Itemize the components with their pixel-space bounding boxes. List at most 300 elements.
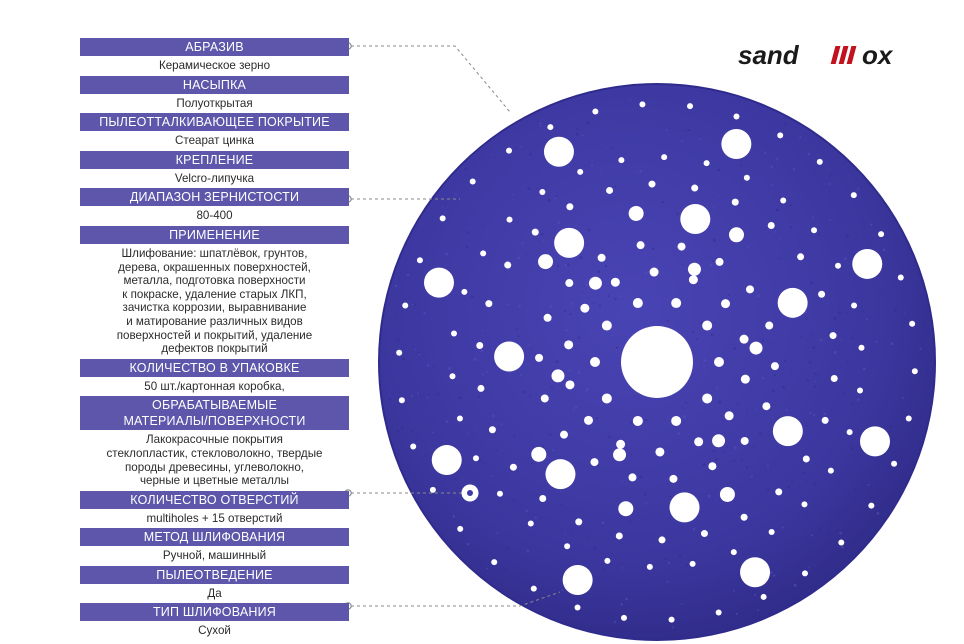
- spec-value: Сухой: [198, 624, 231, 638]
- disc-texture-speck: [746, 466, 749, 469]
- dust-hole-small: [669, 475, 677, 483]
- dust-hole-large: [778, 288, 808, 318]
- disc-texture-speck: [531, 463, 533, 465]
- dust-hole-small: [704, 160, 710, 166]
- spec-value: Velcro-липучка: [174, 171, 255, 185]
- disc-texture-speck: [576, 133, 579, 136]
- disc-texture-speck: [764, 152, 766, 154]
- spec-title: АБРАЗИВ: [80, 38, 349, 56]
- disc-texture-speck: [602, 521, 605, 524]
- dust-hole-small: [716, 610, 722, 616]
- disc-texture-speck: [717, 169, 720, 172]
- disc-texture-speck: [482, 373, 484, 375]
- disc-texture-speck: [757, 609, 759, 611]
- disc-texture-speck: [703, 365, 705, 367]
- dust-hole-large: [740, 557, 770, 587]
- disc-texture-speck: [492, 414, 495, 417]
- disc-texture-speck: [573, 409, 575, 411]
- dust-hole-small: [780, 197, 786, 203]
- disc-texture-speck: [699, 138, 701, 140]
- disc-texture-speck: [870, 468, 872, 470]
- disc-texture-speck: [482, 330, 484, 332]
- disc-texture-speck: [708, 495, 711, 498]
- disc-texture-speck: [567, 605, 569, 607]
- dust-hole-small: [838, 540, 844, 546]
- dust-hole-small: [732, 199, 739, 206]
- dust-hole-small: [851, 192, 857, 198]
- dust-hole-small: [714, 357, 724, 367]
- disc-texture-speck: [904, 313, 905, 314]
- disc-texture-speck: [588, 536, 590, 538]
- disc-texture-speck: [734, 446, 737, 449]
- disc-texture-speck: [507, 303, 510, 306]
- disc-texture-speck: [552, 449, 554, 451]
- disc-texture-speck: [654, 447, 655, 448]
- disc-texture-speck: [526, 253, 528, 255]
- spec-title: ПЫЛЕОТТАЛКИВАЮЩЕЕ ПОКРЫТИЕ: [80, 113, 349, 131]
- disc-texture-speck: [395, 315, 397, 317]
- disc-texture-speck: [520, 146, 522, 148]
- disc-texture-speck: [545, 598, 547, 600]
- disc-texture-speck: [598, 271, 600, 273]
- dust-hole-small: [669, 617, 675, 623]
- disc-texture-speck: [851, 404, 853, 406]
- disc-texture-speck: [512, 194, 514, 196]
- dust-hole-small: [655, 447, 664, 456]
- dust-hole-small: [473, 455, 479, 461]
- dust-hole-small: [818, 291, 825, 298]
- disc-texture-speck: [667, 581, 669, 583]
- dust-hole-small: [485, 300, 492, 307]
- disc-texture-speck: [851, 447, 854, 450]
- disc-texture-speck: [902, 397, 904, 399]
- disc-texture-speck: [539, 125, 541, 127]
- dust-hole-small: [716, 258, 724, 266]
- disc-texture-speck: [889, 425, 892, 428]
- dust-hole-small: [528, 521, 534, 527]
- spec-value: 80-400: [196, 209, 233, 223]
- disc-texture-speck: [472, 271, 473, 272]
- dust-hole-small: [878, 231, 884, 237]
- disc-texture-speck: [388, 398, 391, 401]
- disc-texture-speck: [611, 148, 613, 150]
- disc-texture-speck: [607, 295, 609, 297]
- disc-texture-speck: [464, 167, 467, 170]
- disc-texture-speck: [522, 391, 525, 394]
- disc-texture-speck: [418, 353, 420, 355]
- disc-texture-speck: [767, 465, 769, 467]
- disc-texture-speck: [557, 221, 560, 224]
- dust-hole-small: [891, 461, 897, 467]
- dust-hole-small: [470, 178, 476, 184]
- disc-texture-speck: [770, 343, 772, 345]
- dust-hole-medium: [618, 501, 633, 516]
- disc-texture-speck: [541, 233, 544, 236]
- dust-hole-small: [618, 157, 624, 163]
- disc-texture-speck: [411, 395, 413, 397]
- dust-hole-medium: [720, 487, 735, 502]
- disc-texture-speck: [842, 392, 845, 395]
- logo-text-left: sand: [738, 40, 799, 70]
- disc-texture-speck: [600, 292, 602, 294]
- disc-texture-speck: [567, 263, 570, 266]
- dust-hole-small: [802, 570, 808, 576]
- disc-texture-speck: [580, 256, 583, 259]
- disc-texture-speck: [859, 226, 861, 228]
- disc-texture-speck: [815, 372, 818, 375]
- dust-hole-large: [432, 445, 462, 475]
- disc-texture-speck: [669, 496, 671, 498]
- disc-texture-speck: [873, 332, 875, 334]
- disc-texture-speck: [877, 302, 879, 304]
- dust-hole-large: [860, 426, 890, 456]
- disc-texture-speck: [611, 334, 613, 336]
- disc-texture-speck: [635, 171, 637, 173]
- dust-hole-small: [497, 491, 503, 497]
- disc-texture-speck: [778, 258, 780, 260]
- disc-texture-speck: [851, 337, 853, 339]
- disc-texture-speck: [448, 367, 451, 370]
- dust-hole-small: [909, 321, 915, 327]
- disc-texture-speck: [397, 339, 400, 342]
- disc-texture-speck: [638, 591, 640, 593]
- disc-texture-speck: [790, 226, 792, 228]
- disc-texture-speck: [809, 361, 812, 364]
- disc-texture-speck: [716, 388, 718, 390]
- dust-hole-medium: [531, 447, 546, 462]
- disc-texture-speck: [857, 398, 860, 401]
- dust-hole-medium: [729, 227, 744, 242]
- disc-texture-speck: [812, 346, 815, 349]
- disc-texture-speck: [530, 394, 532, 396]
- disc-texture-speck: [410, 430, 412, 432]
- dust-hole-small: [547, 124, 553, 130]
- disc-texture-speck: [437, 393, 439, 395]
- spec-title: ОБРАБАТЫВАЕМЫЕ МАТЕРИАЛЫ/ПОВЕРХНОСТИ: [80, 396, 349, 430]
- disc-texture-speck: [713, 239, 716, 242]
- disc-texture-speck: [774, 231, 776, 233]
- disc-texture-speck: [417, 393, 419, 395]
- disc-texture-speck: [810, 334, 811, 335]
- disc-texture-speck: [812, 216, 814, 218]
- spec-title: КОЛИЧЕСТВО В УПАКОВКЕ: [80, 359, 349, 377]
- disc-texture-speck: [715, 458, 718, 461]
- disc-texture-speck: [883, 248, 886, 251]
- dust-hole-small: [584, 416, 593, 425]
- logo-text-right: ox: [862, 40, 893, 70]
- disc-texture-speck: [841, 339, 842, 340]
- disc-texture-speck: [549, 434, 551, 436]
- disc-texture-speck: [423, 312, 425, 314]
- disc-texture-speck: [452, 515, 455, 518]
- dust-hole-small: [708, 462, 716, 470]
- dust-hole-small: [396, 350, 402, 356]
- disc-texture-speck: [681, 603, 683, 605]
- disc-texture-speck: [506, 315, 508, 317]
- disc-texture-speck: [909, 310, 911, 312]
- disc-texture-speck: [599, 305, 601, 307]
- dust-hole-small: [690, 561, 696, 567]
- disc-texture-speck: [652, 247, 655, 250]
- disc-texture-speck: [582, 134, 584, 136]
- dust-hole-small: [575, 604, 581, 610]
- dust-hole-small: [702, 393, 712, 403]
- dust-hole-small: [480, 250, 486, 256]
- dust-hole-small: [410, 443, 416, 449]
- disc-texture-speck: [782, 527, 784, 529]
- spec-value: Стеарат цинка: [175, 134, 254, 148]
- disc-texture-speck: [774, 536, 776, 538]
- dust-hole-small: [544, 314, 552, 322]
- disc-texture-speck: [814, 381, 816, 383]
- disc-texture-speck: [479, 459, 481, 461]
- disc-texture-speck: [799, 242, 801, 244]
- dust-hole-small: [797, 253, 804, 260]
- dust-hole-small: [590, 357, 600, 367]
- disc-texture-speck: [517, 335, 519, 337]
- disc-texture-speck: [415, 349, 417, 351]
- spec-title: МЕТОД ШЛИФОВАНИЯ: [80, 528, 349, 546]
- dust-hole-small: [507, 217, 513, 223]
- dust-hole-small: [803, 455, 810, 462]
- disc-texture-speck: [791, 481, 793, 483]
- disc-texture-speck: [603, 569, 605, 571]
- disc-texture-speck: [635, 391, 637, 393]
- spec-title: НАСЫПКА: [80, 76, 349, 94]
- disc-texture-speck: [534, 540, 536, 542]
- disc-texture-speck: [621, 480, 622, 481]
- disc-texture-speck: [772, 390, 775, 393]
- dust-hole-small: [765, 322, 773, 330]
- dust-hole-small: [565, 279, 573, 287]
- dust-hole-small: [694, 437, 703, 446]
- dust-hole-small: [539, 495, 546, 502]
- disc-texture-speck: [846, 361, 848, 363]
- dust-hole-small: [868, 503, 874, 509]
- disc-texture-speck: [639, 475, 642, 478]
- dust-hole-small: [822, 417, 829, 424]
- disc-texture-speck: [920, 347, 922, 349]
- disc-texture-speck: [516, 148, 518, 150]
- disc-texture-speck: [677, 432, 680, 435]
- dust-hole-small: [449, 373, 455, 379]
- disc-texture-speck: [718, 331, 719, 332]
- disc-texture-speck: [841, 546, 844, 549]
- disc-texture-speck: [857, 188, 859, 190]
- disc-texture-speck: [482, 224, 484, 226]
- dust-hole-small: [590, 458, 598, 466]
- dust-hole-small: [539, 189, 545, 195]
- disc-texture-speck: [771, 404, 773, 406]
- disc-texture-speck: [926, 367, 928, 369]
- dust-hole-small: [731, 549, 737, 555]
- disc-texture-speck: [480, 350, 483, 353]
- disc-texture-speck: [733, 590, 735, 592]
- disc-texture-speck: [631, 454, 633, 456]
- disc-texture-speck: [764, 146, 765, 147]
- spec-title: ПРИМЕНЕНИЕ: [80, 226, 349, 244]
- disc-texture-speck: [501, 268, 503, 270]
- disc-texture-speck: [594, 547, 597, 550]
- disc-texture-speck: [685, 322, 686, 323]
- disc-texture-speck: [442, 206, 444, 208]
- spec-value: Шлифование: шпатлёвок, грунтов, дерева, окрашенных поверхностей, металла, подготовка поверхности к покраске, удаление старых ЛКП, зачистка коррозии, выравнивание и матирование различных видов поверхностей и покрытий, удаление дефектов покрытий: [116, 246, 313, 356]
- disc-texture-speck: [759, 176, 760, 177]
- disc-texture-speck: [806, 481, 808, 483]
- dust-hole-medium: [589, 277, 602, 290]
- disc-texture-speck: [482, 461, 484, 463]
- disc-texture-speck: [471, 295, 474, 298]
- spec-value: Да: [207, 586, 222, 600]
- disc-texture-speck: [727, 446, 729, 448]
- spec-title: ТИП ШЛИФОВАНИЯ: [80, 603, 349, 621]
- dust-hole-small: [659, 536, 666, 543]
- disc-texture-speck: [628, 627, 629, 628]
- disc-texture-speck: [755, 408, 757, 410]
- disc-texture-speck: [619, 626, 621, 628]
- disc-texture-speck: [779, 237, 781, 239]
- disc-texture-speck: [467, 543, 470, 546]
- dust-hole-large: [424, 268, 454, 298]
- disc-texture-speck: [703, 463, 706, 466]
- disc-texture-speck: [487, 567, 489, 569]
- dust-hole-small: [769, 529, 775, 535]
- disc-texture-speck: [608, 435, 610, 437]
- disc-texture-speck: [682, 264, 684, 266]
- disc-texture-speck: [527, 550, 529, 552]
- disc-texture-speck: [723, 451, 725, 453]
- disc-texture-speck: [551, 386, 553, 388]
- dust-hole-small: [811, 227, 817, 233]
- disc-texture-speck: [432, 365, 434, 367]
- dust-hole-small: [847, 429, 853, 435]
- dust-hole-small: [851, 302, 857, 308]
- dust-hole-small: [506, 148, 512, 154]
- disc-texture-speck: [667, 320, 669, 322]
- spec-value: Ручной, машинный: [162, 549, 267, 563]
- spec-title: ПЫЛЕОТВЕДЕНИЕ: [80, 566, 349, 584]
- disc-texture-speck: [518, 256, 521, 259]
- disc-texture-speck: [509, 372, 511, 374]
- dust-hole-small: [648, 181, 655, 188]
- disc-texture-speck: [407, 274, 410, 277]
- dust-hole-small: [857, 388, 863, 394]
- disc-texture-speck: [829, 219, 831, 221]
- dust-hole-small: [606, 187, 613, 194]
- disc-texture-speck: [622, 567, 624, 569]
- dust-hole-large: [670, 492, 700, 522]
- disc-texture-speck: [713, 206, 715, 208]
- disc-texture-speck: [894, 309, 897, 312]
- disc-texture-speck: [770, 166, 772, 168]
- disc-texture-speck: [415, 439, 417, 441]
- disc-texture-speck: [565, 533, 567, 535]
- dust-hole-large: [563, 565, 593, 595]
- disc-texture-speck: [455, 193, 457, 195]
- disc-texture-speck: [420, 473, 422, 475]
- disc-texture-speck: [625, 598, 628, 601]
- dust-hole-small: [510, 464, 517, 471]
- dust-hole-small: [768, 222, 775, 229]
- disc-texture-speck: [581, 624, 582, 625]
- disc-texture-speck: [868, 484, 870, 486]
- dust-hole-medium: [712, 434, 725, 447]
- dust-hole-small: [611, 278, 620, 287]
- disc-texture-speck: [876, 512, 879, 515]
- center-hole: [621, 326, 693, 398]
- disc-texture-speck: [500, 423, 502, 425]
- disc-texture-speck: [492, 154, 494, 156]
- disc-texture-speck: [759, 432, 762, 435]
- disc-texture-speck: [790, 204, 792, 206]
- dust-hole-small: [564, 543, 570, 549]
- disc-texture-speck: [807, 379, 809, 381]
- disc-texture-speck: [713, 450, 715, 452]
- disc-texture-speck: [678, 554, 681, 557]
- disc-texture-speck: [870, 224, 872, 226]
- disc-texture-speck: [455, 478, 457, 480]
- disc-texture-speck: [486, 371, 488, 373]
- disc-texture-speck: [770, 128, 772, 130]
- dust-hole-small: [817, 159, 823, 165]
- disc-texture-speck: [662, 201, 664, 203]
- disc-texture-speck: [696, 338, 698, 340]
- disc-texture-speck: [752, 446, 754, 448]
- disc-texture-speck: [756, 605, 759, 608]
- disc-texture-speck: [713, 195, 715, 197]
- spec-value: Керамическое зерно: [158, 59, 271, 72]
- disc-texture-speck: [564, 264, 567, 267]
- dust-hole-small: [691, 185, 698, 192]
- disc-texture-speck: [569, 313, 571, 315]
- disc-texture-speck: [757, 294, 760, 297]
- dust-hole-small: [457, 526, 463, 532]
- disc-texture-speck: [711, 334, 713, 336]
- disc-texture-speck: [810, 412, 812, 414]
- dust-hole-medium: [538, 254, 553, 269]
- disc-texture-speck: [445, 252, 448, 255]
- dust-hole-small: [440, 215, 446, 221]
- disc-texture-speck: [630, 421, 633, 424]
- dust-hole-small: [835, 263, 841, 269]
- disc-texture-speck: [746, 412, 748, 414]
- disc-texture-speck: [791, 373, 793, 375]
- disc-texture-speck: [646, 503, 648, 505]
- disc-texture-speck: [806, 425, 808, 427]
- disc-texture-speck: [514, 436, 516, 438]
- dust-hole-small: [661, 154, 667, 160]
- disc-texture-speck: [807, 153, 810, 156]
- dust-hole-large: [721, 129, 751, 159]
- disc-texture-speck: [593, 302, 595, 304]
- disc-texture-speck: [693, 528, 695, 530]
- dust-hole-small: [476, 342, 483, 349]
- dust-hole-small: [831, 375, 838, 382]
- spec-title: КОЛИЧЕСТВО ОТВЕРСТИЙ: [80, 491, 349, 509]
- disc-texture-speck: [668, 562, 670, 564]
- dust-hole-small: [477, 385, 484, 392]
- disc-texture-speck: [505, 568, 508, 571]
- disc-texture-speck: [776, 158, 778, 160]
- disc-texture-speck: [619, 295, 621, 297]
- disc-texture-speck: [882, 288, 884, 290]
- dust-hole-small: [671, 298, 681, 308]
- spec-value: Полуоткрытая: [176, 96, 253, 110]
- dust-hole-small: [689, 275, 698, 284]
- disc-texture-speck: [586, 388, 589, 391]
- disc-texture-speck: [863, 310, 865, 312]
- disc-texture-speck: [801, 569, 803, 571]
